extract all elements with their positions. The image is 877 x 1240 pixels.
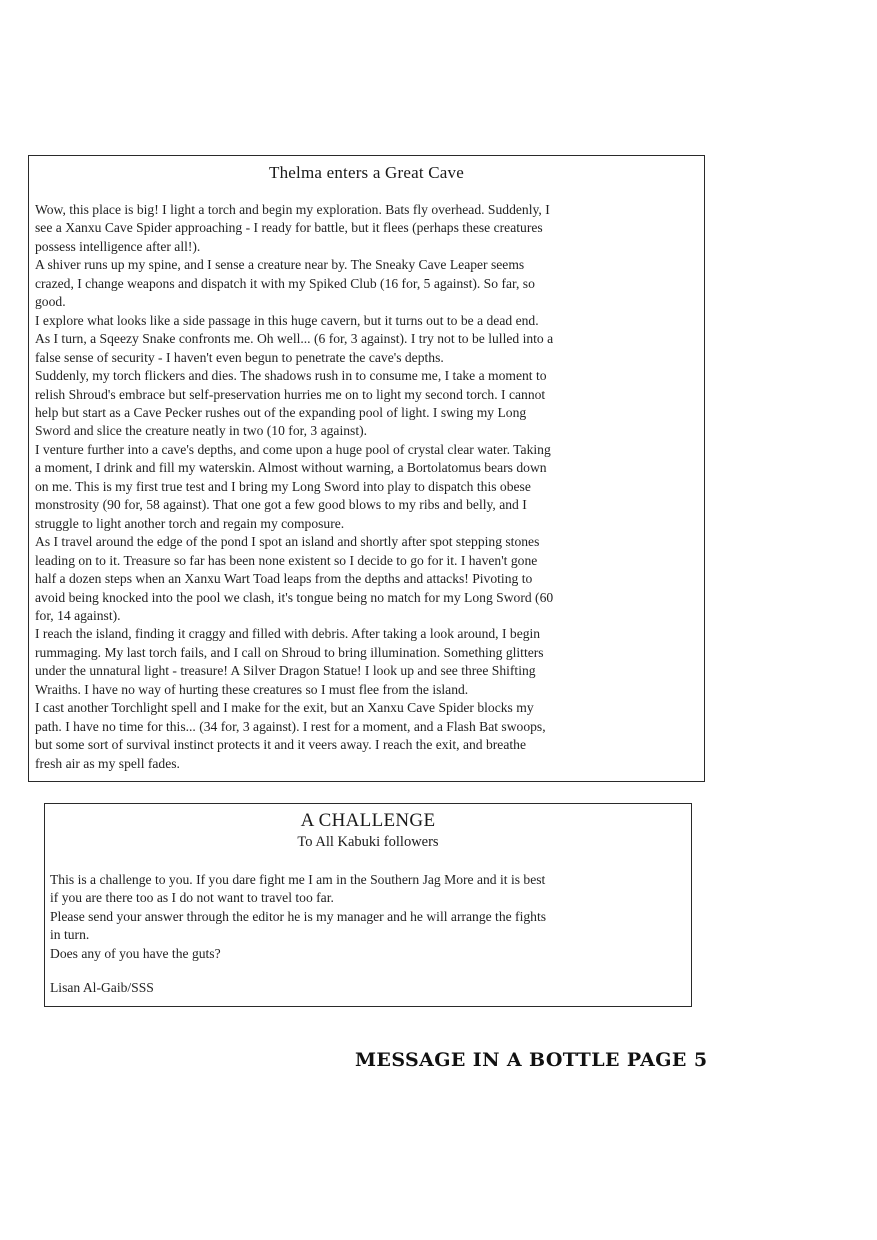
story-line: Wow, this place is big! I light a torch and begin my exploration. Bats fly overhead. Suddenly, I — [35, 202, 550, 217]
story-line: As I travel around the edge of the pond I spot an island and shortly after spot stepping stones — [35, 534, 540, 550]
story-line: on me. This is my first true test and I bring my Long Sword into play to dispatch this obese — [35, 478, 531, 494]
story-line: rummaging. My last torch fails, and I call on Shroud to bring illumination. Something glitters — [35, 644, 544, 660]
story-line: relish Shroud's embrace but self-preservation hurries me on to light my second torch. I cannot — [35, 386, 546, 402]
challenge-signature: Lisan Al-Gaib/SSS — [50, 980, 154, 995]
story-line: leading on to it. Treasure so far has been none existent so I decide to go for it. I haven't gone — [35, 552, 538, 568]
story-line: Sword and slice the creature neatly in two (10 for, 3 against). — [35, 423, 368, 439]
story-body — [35, 201, 699, 773]
story-line: false sense of security - I haven't even begun to penetrate the cave's depths. — [35, 349, 444, 365]
story-line: As I turn, a Sqeezy Snake confronts me. Oh well... (6 for, 3 against). I try not to be lulled into a — [35, 331, 554, 347]
challenge-subtitle: To All Kabuki followers — [297, 834, 439, 850]
story-line: under the unnatural light - treasure! A Silver Dragon Statue! I look up and see three Shifting — [35, 663, 536, 679]
story-line: A shiver runs up my spine, and I sense a creature near by. The Sneaky Cave Leaper seems — [35, 257, 525, 273]
story-line: path. I have no time for this... (34 for, 3 against). I rest for a moment, and a Flash Bat swoops, — [35, 718, 546, 734]
story-line: half a dozen steps when an Xanxu Wart Toad leaps from the depths and attacks! Pivoting to — [35, 571, 533, 587]
challenge-line: in turn. — [50, 927, 90, 943]
page-footer: MESSAGE IN A BOTTLE PAGE 5 — [355, 1049, 708, 1071]
story-line: fresh air as my spell fades. — [35, 755, 180, 771]
challenge-title: A CHALLENGE — [300, 810, 436, 831]
challenge-line: This is a challenge to you. If you dare fight me I am in the Southern Jag More and it is best — [50, 872, 546, 887]
story-line: crazed, I change weapons and dispatch it with my Spiked Club (16 for, 5 against). So far, so — [35, 275, 535, 291]
story-line: a moment, I drink and fill my waterskin. Almost without warning, a Bortolatomus bears down — [35, 460, 547, 476]
story-line: Suddenly, my torch flickers and dies. The shadows rush in to consume me, I take a moment to — [35, 368, 547, 384]
story-box — [28, 155, 705, 782]
story-line: for, 14 against). — [35, 607, 121, 623]
story-line: but some sort of survival instinct protects it and it veers away. I reach the exit, and breathe — [35, 737, 526, 753]
story-line: avoid being knocked into the pool we clash, it's tongue being no match for my Long Sword (60 — [35, 589, 554, 605]
story-line: I venture further into a cave's depths, and come upon a huge pool of crystal clear water. Taking — [35, 441, 551, 457]
story-title: Thelma enters a Great Cave — [269, 163, 464, 182]
story-line: possess intelligence after all!). — [35, 238, 201, 254]
challenge-line: if you are there too as I do not want to travel too far. — [50, 890, 334, 906]
story-line: good. — [35, 294, 66, 310]
story-line: struggle to light another torch and regain my composure. — [35, 515, 345, 531]
story-line: monstrosity (90 for, 58 against). That one got a few good blows to my ribs and belly, and I — [35, 497, 527, 513]
challenge-line: Does any of you have the guts? — [50, 945, 221, 961]
story-line: help but start as a Cave Pecker rushes out of the expanding pool of light. I swing my Long — [35, 404, 527, 420]
story-line: I reach the island, finding it craggy and filled with debris. After taking a look around, I begin — [35, 626, 541, 642]
story-line: see a Xanxu Cave Spider approaching - I ready for battle, but it flees (perhaps these creatures — [35, 220, 543, 236]
story-line: I explore what looks like a side passage in this huge cavern, but it turns out to be a dead end. — [35, 312, 539, 328]
story-line: I cast another Torchlight spell and I make for the exit, but an Xanxu Cave Spider blocks my — [35, 700, 534, 716]
challenge-line: Please send your answer through the editor he is my manager and he will arrange the fights — [50, 908, 547, 924]
challenge-body — [50, 871, 686, 963]
challenge-box — [44, 803, 692, 1007]
story-line: Wraiths. I have no way of hurting these creatures so I must flee from the island. — [35, 681, 469, 697]
